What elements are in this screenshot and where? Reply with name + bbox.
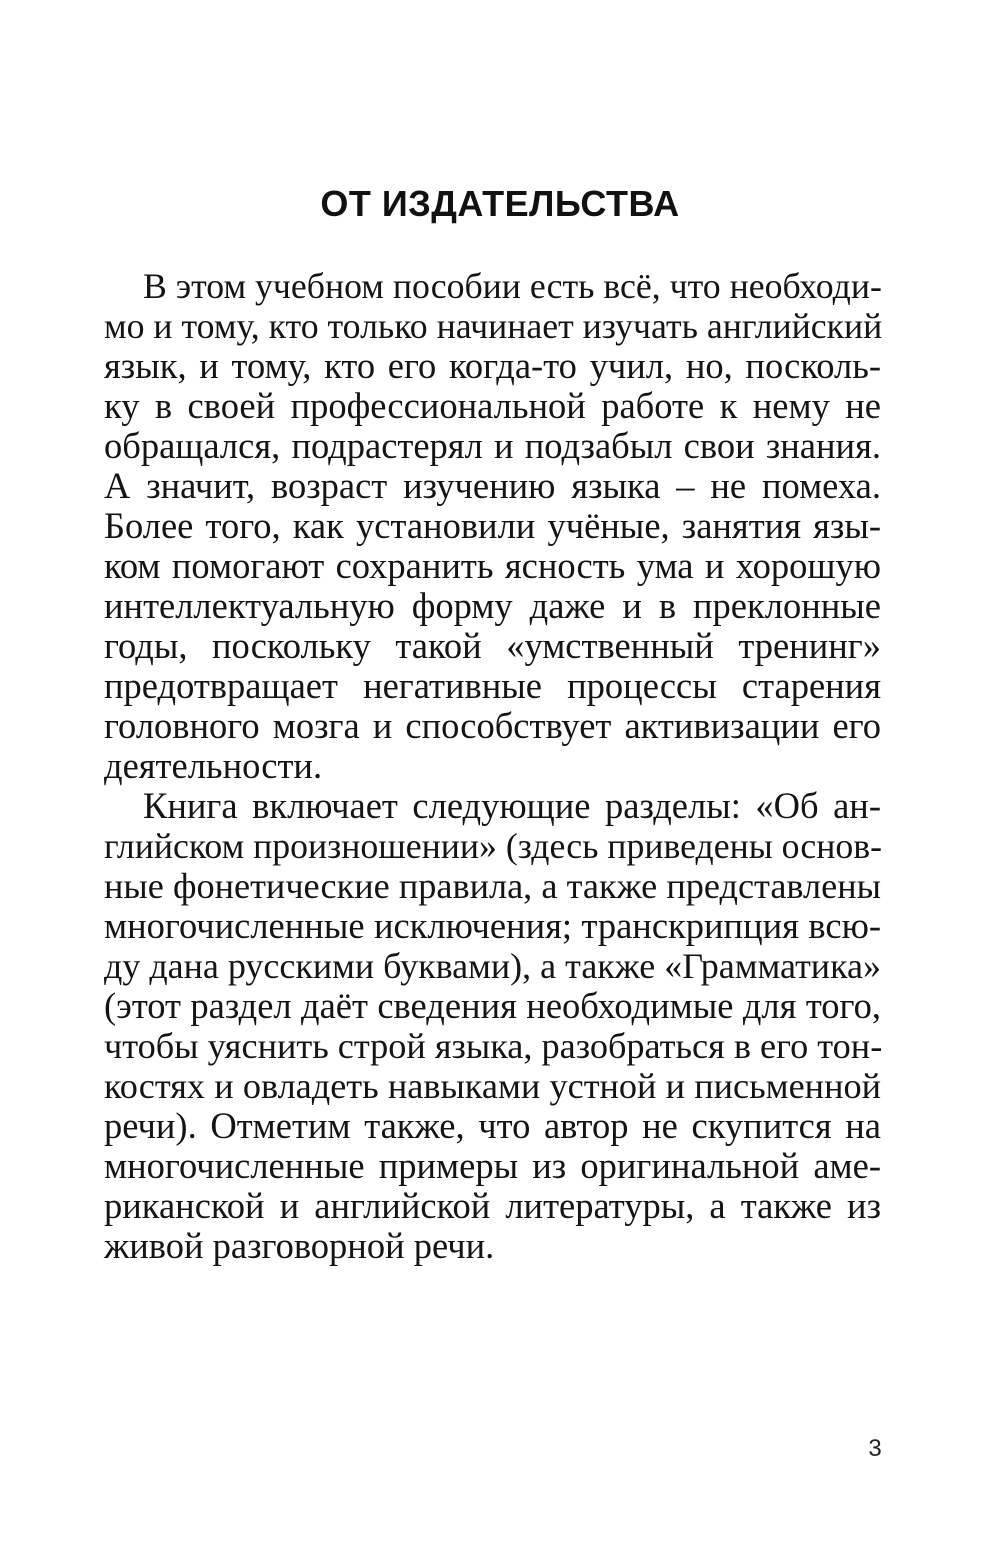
paragraph-1-line: головного мозга и способствует активизации его [104, 705, 881, 746]
page-title: ОТ ИЗДАТЕЛЬСТВА [320, 183, 680, 224]
paragraph-1-line: интеллектуальную форму даже и в преклонные [104, 585, 881, 626]
paragraph-2-line: многочисленные примеры из оригинальной аме- [104, 1145, 881, 1186]
paragraph-2-line: ные фонетические правила, а также представлены [104, 866, 881, 906]
paragraph-1-line: деятельности. [104, 745, 323, 786]
paragraph-2-line: многочисленные исключения; транскрипция всю- [104, 905, 881, 946]
page-number: 3 [868, 1435, 882, 1462]
paragraph-2-line: чтобы уяснить строй языка, разобраться в его тон- [104, 1026, 883, 1066]
paragraph-1-line: Более того, как установили учёные, занятия язы- [104, 505, 881, 546]
paragraph-1-line: мо и тому, кто только начинает изучать английский [104, 306, 883, 346]
paragraph-1-line: А значит, возраст изучению языка – не помеха. [104, 465, 881, 506]
paragraph-1-line: ку в своей профессиональной работе к нему не [104, 385, 881, 426]
paragraph-2-line: речи). Отметим также, что автор не скупится на [104, 1105, 881, 1146]
paragraph-1-line: язык, и тому, кто его когда-то учил, но, посколь- [104, 345, 881, 386]
paragraph-1-line: предотвращает негативные процессы старения [104, 665, 881, 706]
paragraph-2-line: риканской и английской литературы, а также из [104, 1185, 881, 1226]
paragraph-2-line: костях и овладеть навыками устной и письменной [104, 1066, 881, 1106]
paragraph-2-line: глийском произношении» (здесь приведены основ- [104, 826, 883, 866]
paragraph-2-line: Книга включает следующие разделы: «Об ан- [143, 785, 881, 826]
paragraph-2-line: ду дана русскими буквами), а также «Грамматика» [104, 946, 881, 986]
paragraph-1-line: годы, поскольку такой «умственный тренинг» [104, 625, 881, 666]
paragraph-2-line: живой разговорной речи. [104, 1225, 495, 1266]
paragraph-1-line: ком помогают сохранить ясность ума и хорошую [104, 545, 881, 586]
paragraph-1-line: обращался, подрастерял и подзабыл свои знания. [104, 425, 881, 466]
paragraph-2-line: (этот раздел даёт сведения необходимые для того, [104, 985, 881, 1026]
paragraph-1-line: В этом учебном пособии есть всё, что необходи- [143, 266, 882, 306]
